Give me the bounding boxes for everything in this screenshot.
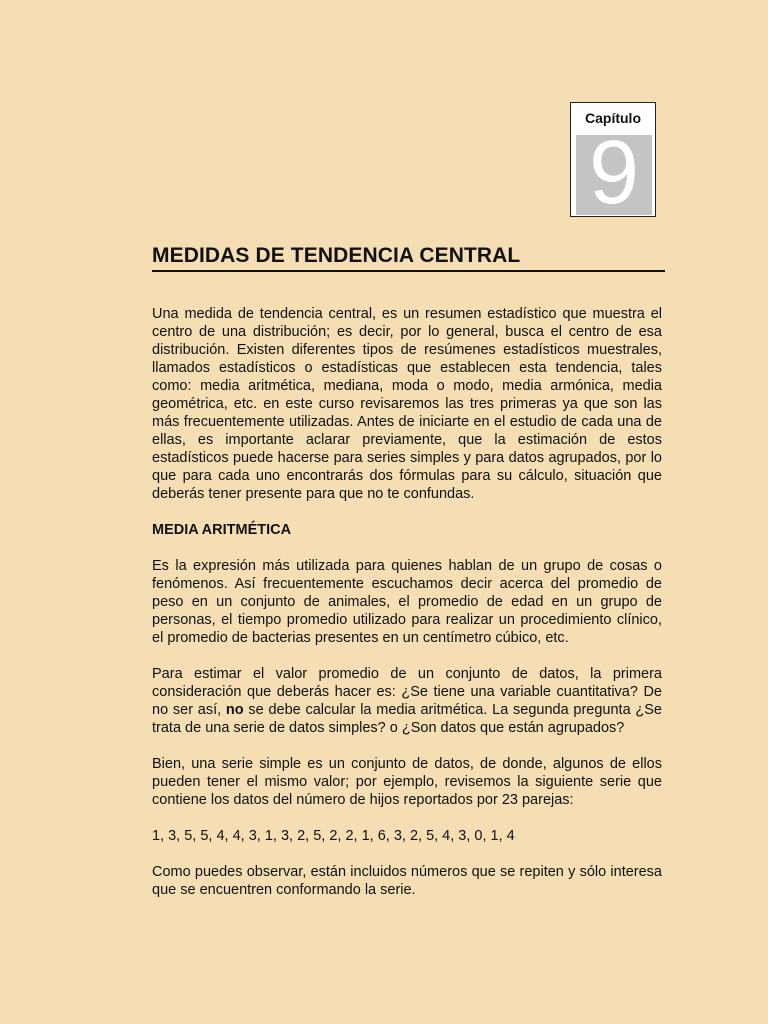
section-paragraph-3: Bien, una serie simple es un conjunto de datos, de donde, algunos de ellos pueden tener el mismo valor; por ejemplo, revisemos la siguiente serie que contiene los datos del número de hijos reportados por 23 parejas: [152,756,662,808]
section-heading: MEDIA ARITMÉTICA [152,522,292,538]
chapter-number: 9 [588,135,640,215]
chapter-label: Capítulo [585,110,641,126]
chapter-box [570,102,656,217]
section-paragraph-1: Es la expresión más utilizada para quienes hablan de un grupo de cosas o fenómenos. Así frecuentemente escuchamos decir acerca del promedio de peso en un conjunto de animales, el promedio de edad en un grupo de personas, el tiempo promedio utilizado para realizar un procedimiento clínico, el promedio de bacterias presentes en un centímetro cúbico, etc. [152,558,662,646]
section-paragraph-2 [152,665,662,737]
paragraph-2-bold-no: no [225,702,244,718]
document-body [152,305,662,917]
section-paragraph-4: Como puedes observar, están incluidos números que se repiten y sólo interesa que se encuentren conformando la serie. [152,864,662,898]
chapter-number-box [576,135,652,215]
paragraph-2-text-after: se debe calcular la media aritmética. La segunda pregunta ¿Se trata de una serie de datos simples? o ¿Son datos que están agrupados? [152,702,663,736]
page-title: MEDIDAS DE TENDENCIA CENTRAL [152,244,521,267]
paragraph-2-text-before: Para estimar el valor promedio de un conjunto de datos, la primera consideración que deberás hacer es: ¿Se tiene una variable cuantitativa? De no ser así, [152,666,662,718]
title-divider [152,270,665,272]
data-series: 1, 3, 5, 5, 4, 4, 3, 1, 3, 2, 5, 2, 2, 1, 6, 3, 2, 5, 4, 3, 0, 1, 4 [152,828,515,844]
intro-paragraph: Una medida de tendencia central, es un resumen estadístico que muestra el centro de una distribución; es decir, por lo general, busca el centro de esa distribución. Existen diferentes tipos de resúmenes estadísticos muestrales, llamados estadísticos o estadísticas que establecen esta tendencia, tales como: media aritmética, mediana, moda o modo, media armónica, media geométrica, etc. en este curso revisaremos las tres primeras ya que son las más frecuentemente utilizadas. Antes de iniciarte en el estudio de cada una de ellas, es importante aclarar previamente, que la estimación de estos estadísticos puede hacerse para series simples y para datos agrupados, por lo que para cada uno encontrarás dos fórmulas para su cálculo, situación que deberás tener presente para que no te confundas. [152,306,662,502]
